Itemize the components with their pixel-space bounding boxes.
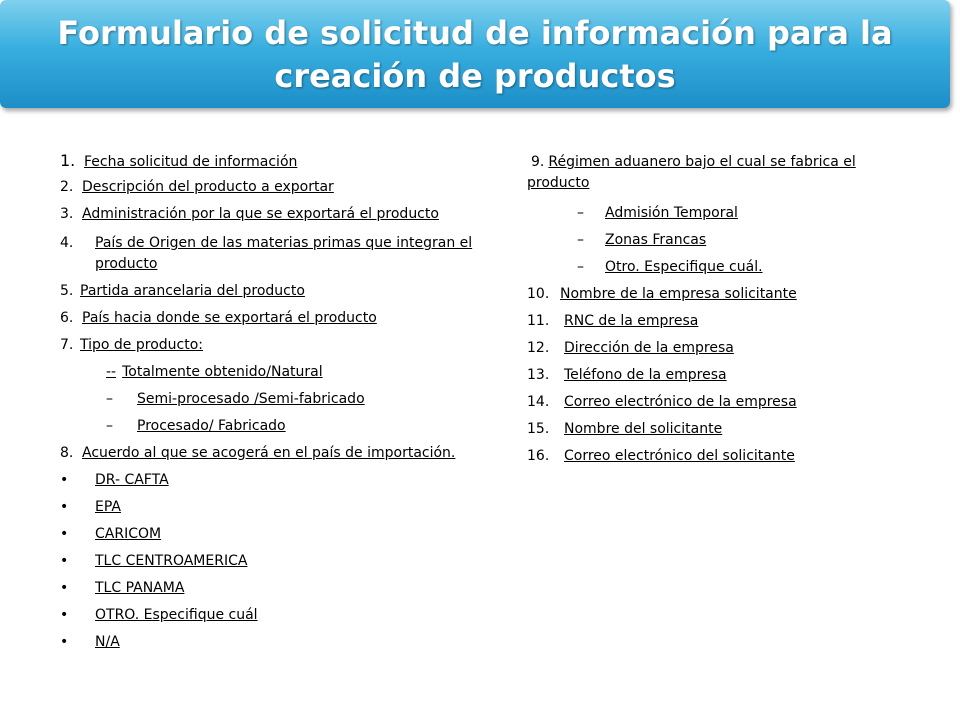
item-label: País hacia donde se exportará el producto	[82, 310, 377, 326]
item-11	[527, 311, 698, 332]
item-dash: --	[106, 364, 117, 380]
bullet-icon: •	[60, 499, 69, 515]
item-number: 1.	[60, 151, 76, 170]
item-6	[60, 308, 377, 329]
item-2	[60, 177, 334, 198]
bullet-icon: •	[60, 553, 69, 569]
item-7b	[106, 389, 365, 410]
item-number: 8.	[60, 445, 74, 461]
item-dash: –	[577, 205, 584, 221]
item-7	[60, 335, 203, 356]
item-3	[60, 204, 439, 225]
item-label: Acuerdo al que se acogerá en el país de importación.	[82, 445, 456, 461]
item-label: Zonas Francas	[605, 232, 707, 248]
item-label: EPA	[95, 499, 121, 515]
item-7a	[106, 362, 323, 383]
item-number: 10.	[527, 286, 550, 302]
item-number: 5.	[60, 283, 74, 299]
bullet-item	[60, 524, 161, 545]
item-label: Correo electrónico de la empresa	[564, 394, 797, 410]
item-label: TLC PANAMA	[95, 580, 185, 596]
item-label: CARICOM	[95, 526, 162, 542]
item-13	[527, 365, 727, 386]
item-10	[527, 284, 797, 305]
item-label: Procesado/ Fabricado	[137, 418, 286, 434]
item-number: 12.	[527, 340, 550, 356]
item-label: Dirección de la empresa	[564, 340, 734, 356]
item-number: 13.	[527, 367, 550, 383]
item-label: OTRO. Especifique cuál	[95, 607, 258, 623]
item-label: Fecha solicitud de información	[84, 154, 298, 170]
bullet-icon: •	[60, 580, 69, 596]
page-title: Formulario de solicitud de información para la creación de productos	[57, 14, 893, 95]
bullet-icon: •	[60, 472, 69, 488]
item-16	[527, 446, 795, 467]
item-label: RNC de la empresa	[564, 313, 699, 329]
item-label: Administración por la que se exportará el producto	[82, 206, 439, 222]
item-number: 6.	[60, 310, 74, 326]
item-dash: –	[577, 232, 584, 248]
item-dash: –	[577, 259, 584, 275]
bullet-icon: •	[60, 526, 69, 542]
item-dash: –	[106, 418, 113, 434]
item-dash: –	[106, 391, 113, 407]
item-label: Nombre de la empresa solicitante	[560, 286, 797, 302]
item-9	[527, 152, 907, 194]
item-5	[60, 281, 305, 302]
item-label: Descripción del producto a exportar	[82, 179, 334, 195]
item-9a	[577, 203, 738, 224]
item-number: 7.	[60, 337, 74, 353]
item-number: 2.	[60, 179, 74, 195]
item-8	[60, 443, 455, 464]
title-banner	[0, 0, 950, 108]
item-number: 14.	[527, 394, 550, 410]
item-number: 4.	[60, 235, 74, 251]
item-label: Tipo de producto:	[80, 337, 203, 353]
item-number: 3.	[60, 206, 74, 222]
item-label: Admisión Temporal	[605, 205, 738, 221]
bullet-item	[60, 632, 120, 653]
item-9b	[577, 230, 706, 251]
item-label: Régimen aduanero bajo el cual se fabrica el producto	[527, 154, 856, 191]
item-15	[527, 419, 722, 440]
bullet-icon: •	[60, 634, 69, 650]
item-number: 9.	[531, 154, 545, 170]
item-label: N/A	[95, 634, 120, 650]
item-label: Correo electrónico del solicitante	[564, 448, 795, 464]
item-7c	[106, 416, 286, 437]
bullet-icon: •	[60, 607, 69, 623]
item-number: 11.	[527, 313, 550, 329]
item-4	[60, 233, 500, 275]
bullet-item	[60, 497, 121, 518]
item-number: 16.	[527, 448, 550, 464]
bullet-item	[60, 551, 247, 572]
item-label: Teléfono de la empresa	[564, 367, 727, 383]
bullet-item	[60, 578, 184, 599]
item-label: Partida arancelaria del producto	[80, 283, 305, 299]
item-9c	[577, 257, 763, 278]
item-label: Totalmente obtenido/Natural	[122, 364, 323, 380]
item-1	[60, 150, 297, 173]
bullet-item	[60, 470, 169, 491]
item-12	[527, 338, 734, 359]
bullet-item	[60, 605, 258, 626]
item-label: Semi-procesado /Semi-fabricado	[137, 391, 365, 407]
item-label: Nombre del solicitante	[564, 421, 723, 437]
item-label: TLC CENTROAMERICA	[95, 553, 248, 569]
item-number: 15.	[527, 421, 550, 437]
item-label: DR- CAFTA	[95, 472, 169, 488]
item-label: País de Origen de las materias primas que integran el producto	[95, 235, 473, 272]
item-14	[527, 392, 797, 413]
item-label: Otro. Especifique cuál.	[605, 259, 763, 275]
